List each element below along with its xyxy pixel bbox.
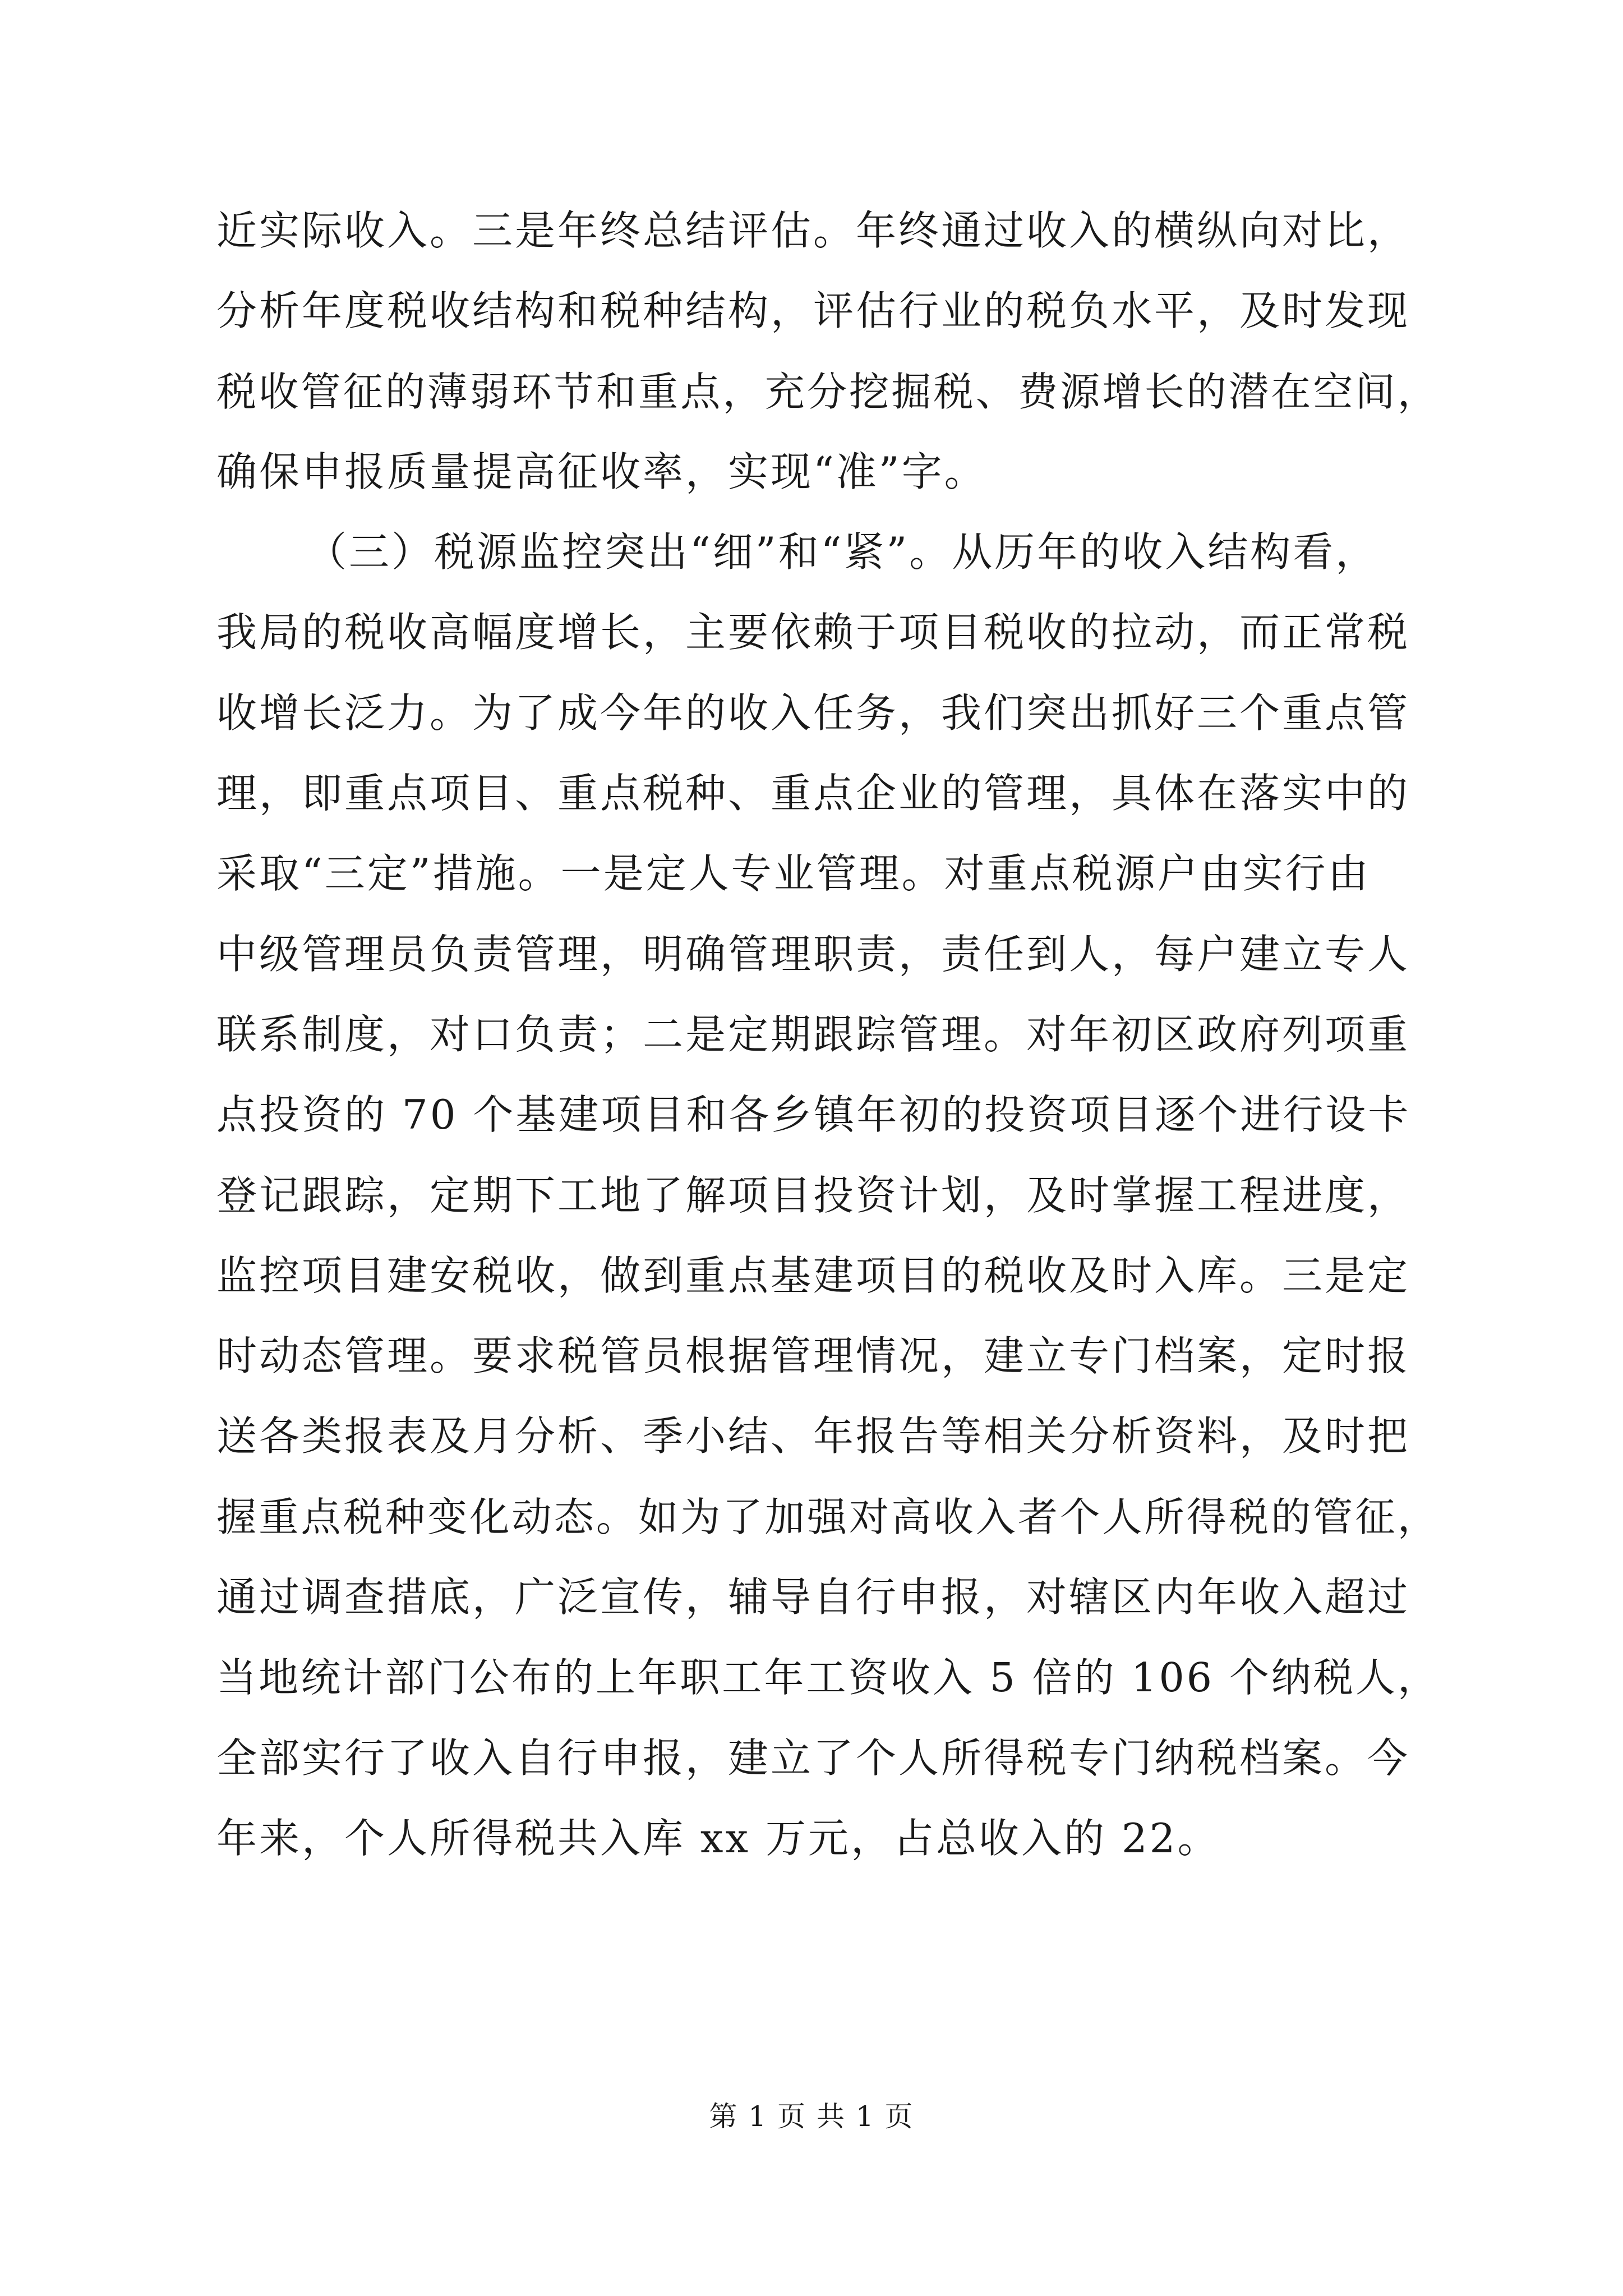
text-line: 送各类报表及月分析、季小结、年报告等相关分析资料，及时把 — [216, 1412, 1410, 1460]
text-line: 时动态管理。要求税管员根据管理情况，建立专门档案，定时报 — [216, 1332, 1410, 1380]
text-line: 采取“三定”措施。一是定人专业管理。对重点税源户由实行由 — [216, 850, 1371, 898]
text-line: 分析年度税收结构和税种结构，评估行业的税负水平，及时发现 — [216, 287, 1410, 335]
body-text — [216, 191, 1439, 1879]
text-line: 点投资的 70 个基建项目和各乡镇年初的投资项目逐个进行设卡 — [216, 1091, 1411, 1139]
text-line-indented: （三）税源监控突出“细”和“紧”。从历年的收入结构看， — [306, 528, 1378, 576]
text-line: 确保申报质量提高征收率，实现“准”字。 — [216, 448, 987, 495]
text-line: 近实际收入。三是年终总结评估。年终通过收入的横纵向对比， — [216, 207, 1410, 254]
text-line: 理，即重点项目、重点税种、重点企业的管理，具体在落实中的 — [216, 770, 1410, 817]
text-line: 联系制度，对口负责；二是定期跟踪管理。对年初区政府列项重 — [216, 1010, 1410, 1058]
text-line: 监控项目建安税收，做到重点基建项目的税收及时入库。三是定 — [216, 1251, 1410, 1299]
text-line: 年来，个人所得税共入库 xx 万元，占总收入的 22。 — [216, 1814, 1220, 1862]
text-line: 全部实行了收入自行申报，建立了个人所得税专门纳税档案。今 — [216, 1734, 1410, 1782]
text-line: 通过调查措底，广泛宣传，辅导自行申报，对辖区内年收入超过 — [216, 1573, 1410, 1621]
text-line: 税收管征的薄弱环节和重点，充分挖掘税、费源增长的潜在空间， — [216, 368, 1440, 415]
text-line: 当地统计部门公布的上年职工年工资收入 5 倍的 106 个纳税人， — [216, 1654, 1440, 1701]
page-footer: 第 1 页 共 1 页 — [709, 2100, 914, 2133]
text-line: 收增长泛力。为了成今年的收入任务，我们突出抓好三个重点管 — [216, 689, 1410, 737]
text-line: 中级管理员负责管理，明确管理职责，责任到人，每户建立专人 — [216, 930, 1410, 978]
text-line: 握重点税种变化动态。如为了加强对高收入者个人所得税的管征， — [216, 1493, 1440, 1540]
text-line: 登记跟踪，定期下工地了解项目投资计划，及时掌握工程进度， — [216, 1171, 1410, 1219]
text-line: 我局的税收高幅度增长，主要依赖于项目税收的拉动，而正常税 — [216, 609, 1410, 656]
